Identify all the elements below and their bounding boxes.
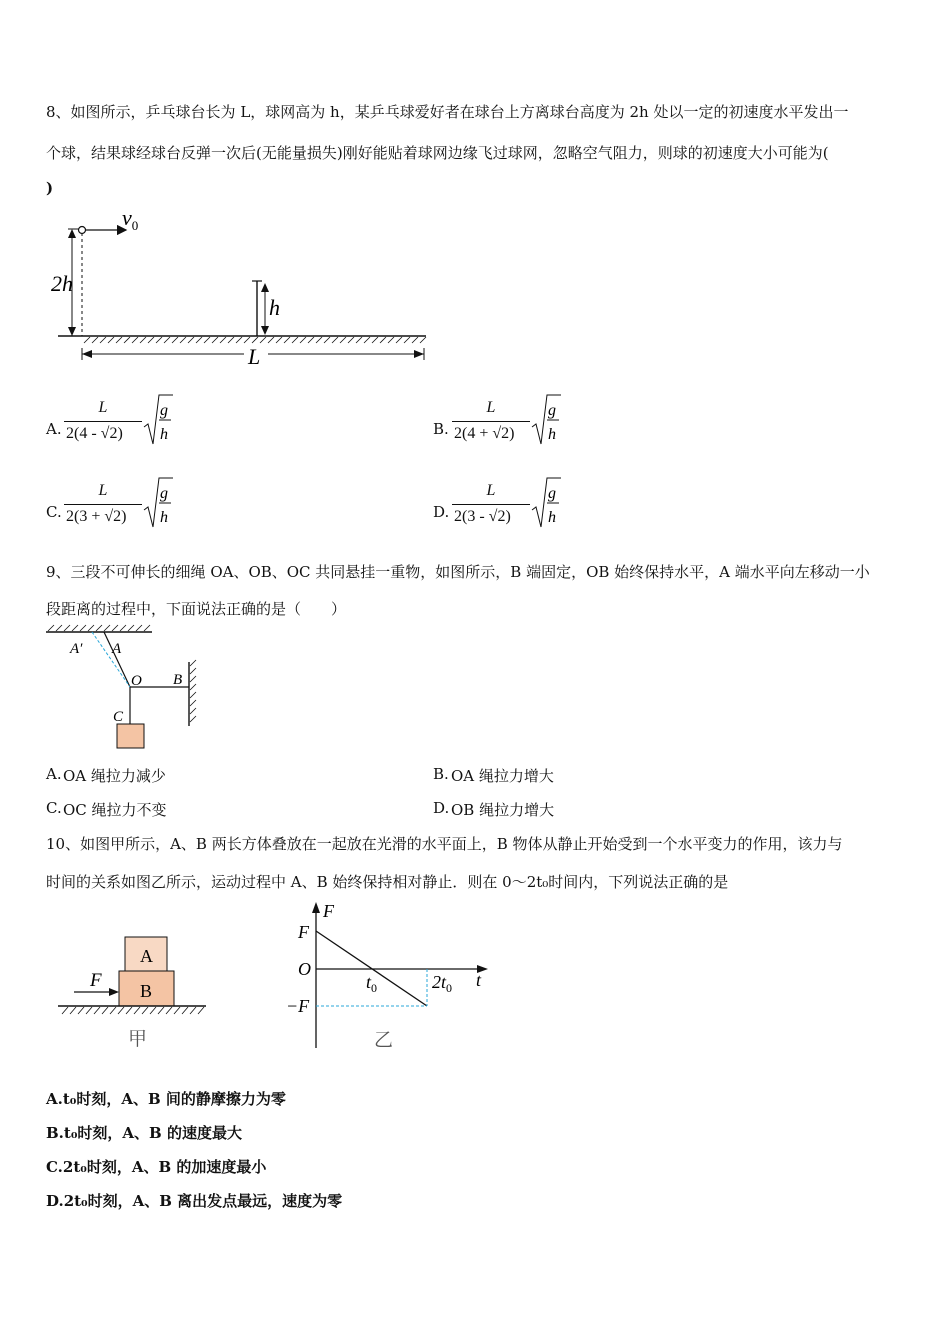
q10-figure-jia [56, 930, 216, 1055]
svg-text:O: O [131, 673, 142, 689]
option-letter: B. [433, 765, 449, 783]
numerator: L [98, 482, 108, 499]
length-label: L [248, 344, 261, 369]
svg-text:B: B [140, 981, 153, 1001]
option-letter: C. [46, 503, 62, 521]
v0-label: $v_0$ [122, 205, 139, 233]
svg-text:F: F [323, 901, 334, 921]
fraction [452, 399, 530, 447]
option-letter: A. [46, 765, 62, 783]
height-label: 2h [51, 271, 73, 296]
svg-text:g: g [548, 402, 556, 419]
sqrt-symbol [143, 393, 173, 447]
svg-text:g: g [548, 485, 556, 502]
q9-stem-line1: 9、三段不可伸长的细绳 OA、OB、OC 共同悬挂一重物，如图所示，B 端固定，OB 始终保持水平，A 端水平向左移动一小 [46, 563, 870, 581]
option-text: OA 绳拉力增大 [451, 767, 554, 785]
q10-option-a[interactable]: A.t₀时刻，A、B 间的静摩擦力为零 [46, 1090, 286, 1108]
svg-text:乙: 乙 [374, 1030, 394, 1051]
q9-stem-line2: 段距离的过程中，下面说法正确的是（ ） [46, 600, 347, 618]
svg-text:−F: −F [286, 996, 310, 1016]
q8-stem-line1: 8、如图所示，乒乓球台长为 L，球网高为 h，某乒乓球爱好者在球台上方离球台高度为 2h 处以一定的初速度水平发出一 [46, 103, 849, 121]
q9-figure [44, 624, 204, 754]
fraction [452, 482, 530, 530]
q10-stem-line1: 10、如图甲所示，A、B 两长方体叠放在一起放在光滑的水平面上，B 物体从静止开始受到一个水平变力的作用，该力与 [46, 835, 843, 853]
numerator: L [98, 399, 108, 416]
q10-option-d[interactable]: D.2t₀时刻，A、B 离出发点最远，速度为零 [46, 1192, 343, 1210]
q8-figure [46, 205, 436, 375]
option-letter: D. [433, 799, 450, 817]
svg-text:A: A [140, 946, 153, 966]
q10-option-c[interactable]: C.2t₀时刻，A、B 的加速度最小 [46, 1158, 267, 1176]
svg-text:甲: 甲 [128, 1029, 148, 1050]
svg-text:h: h [548, 426, 556, 443]
svg-text:t0: $t_0$ [366, 972, 378, 995]
svg-text:O: O [298, 959, 311, 979]
svg-text:h: h [160, 426, 168, 443]
sqrt-symbol [531, 393, 561, 447]
denominator: 2(4 - √2) [66, 425, 123, 442]
option-letter: A. [46, 420, 62, 438]
sqrt-symbol [143, 476, 173, 530]
fraction [64, 482, 142, 530]
svg-text:g: g [160, 402, 168, 419]
option-letter: B. [433, 420, 449, 438]
option-letter: D. [433, 503, 450, 521]
option-text: OB 绳拉力增大 [451, 801, 555, 819]
svg-text:2t0: $2t_0$ [432, 972, 453, 995]
svg-text:h: h [548, 509, 556, 526]
svg-text:h: h [160, 509, 168, 526]
svg-text:C: C [113, 709, 124, 725]
denominator: 2(3 + √2) [66, 508, 127, 525]
svg-text:A: A [112, 641, 122, 657]
net-label: h [269, 295, 280, 320]
svg-text:A′: A′ [70, 641, 83, 657]
denominator: 2(4 + √2) [454, 425, 515, 442]
sqrt-symbol [531, 476, 561, 530]
q8-stem-line2: 个球，结果球经球台反弹一次后(无能量损失)刚好能贴着球网边缘飞过球网，忽略空气阻力，则球的初速度大小可能为( [46, 144, 829, 162]
q8-stem-line3: ) [46, 179, 54, 197]
svg-text:B: B [173, 672, 183, 688]
fraction [64, 399, 142, 447]
svg-text:F: F [90, 970, 102, 991]
q10-stem-line2: 时间的关系如图乙所示，运动过程中 A、B 始终保持相对静止．则在 0～2t₀时间内，下列说法正确的是 [46, 873, 729, 891]
q10-figure-yi [286, 898, 496, 1058]
denominator: 2(3 - √2) [454, 508, 511, 525]
svg-text:F: F [298, 922, 309, 942]
q10-option-b[interactable]: B.t₀时刻，A、B 的速度最大 [46, 1124, 242, 1142]
numerator: L [486, 399, 496, 416]
option-letter: C. [46, 799, 62, 817]
svg-text:t: t [476, 970, 482, 990]
numerator: L [486, 482, 496, 499]
svg-text:g: g [160, 485, 168, 502]
option-text: OC 绳拉力不变 [63, 801, 167, 819]
option-text: OA 绳拉力减少 [63, 767, 166, 785]
